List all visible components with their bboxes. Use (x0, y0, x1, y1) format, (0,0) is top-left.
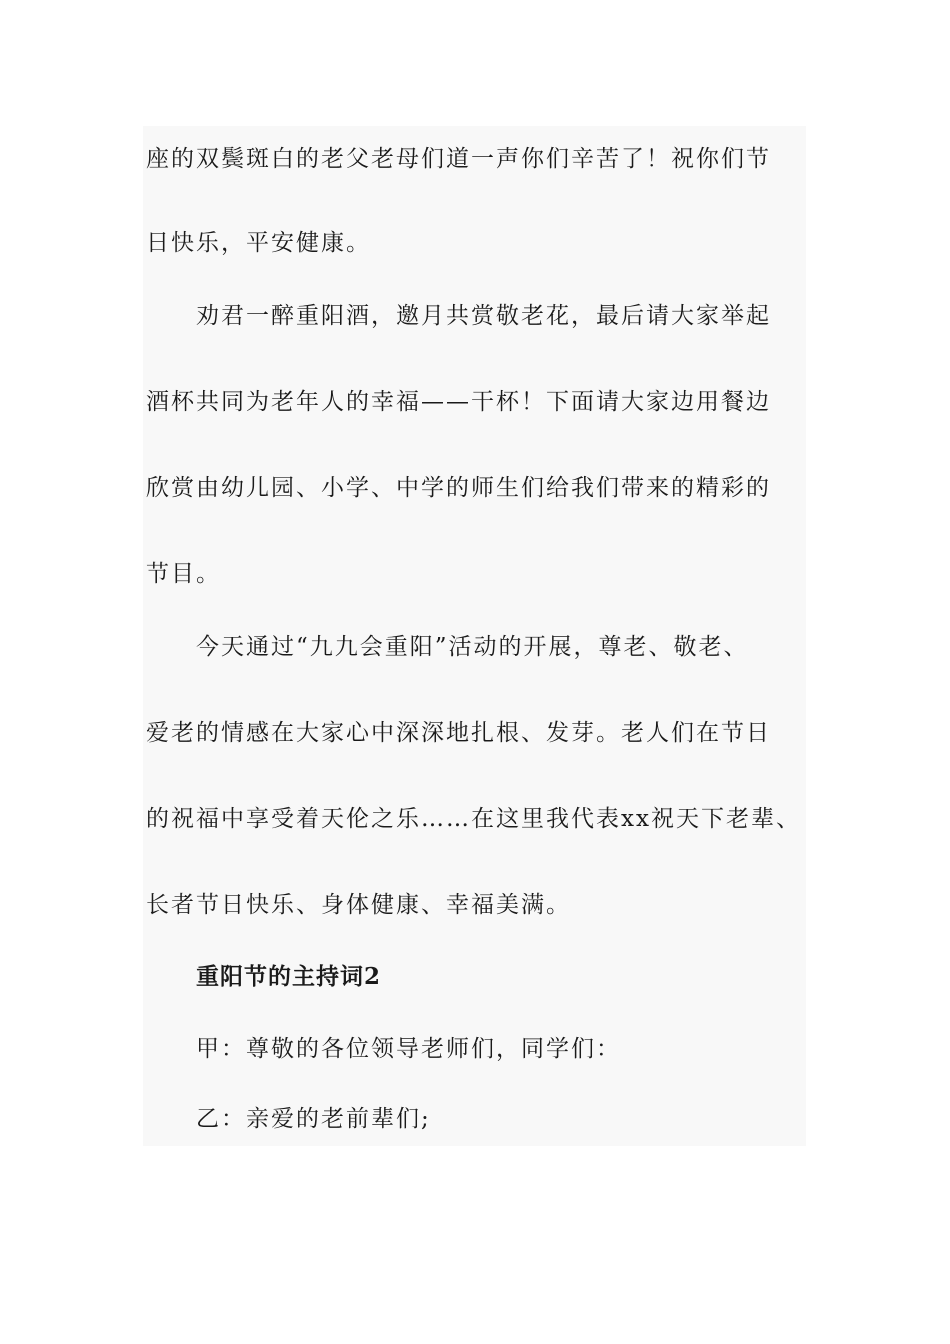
paragraph-line: 欣赏由幼儿园、小学、中学的师生们给我们带来的精彩的 (146, 475, 771, 501)
paragraph-line: 座的双鬓斑白的老父老母们道一声你们辛苦了！祝你们节 (146, 146, 771, 172)
paragraph-line: 劝君一醉重阳酒，邀月共赏敬老花，最后请大家举起 (196, 303, 771, 329)
paragraph-line: 日快乐，平安健康。 (146, 230, 371, 256)
dialogue-line: 甲：尊敬的各位领导老师们，同学们： (196, 1036, 621, 1062)
paragraph-line: 的祝福中享受着天伦之乐……在这里我代表xx祝天下老辈、 (146, 806, 801, 832)
paragraph-line: 今天通过“九九会重阳”活动的开展，尊老、敬老、 (196, 634, 749, 660)
section-heading: 重阳节的主持词2 (196, 963, 382, 990)
paragraph-line: 节目。 (146, 561, 221, 587)
paragraph-line: 长者节日快乐、身体健康、幸福美满。 (146, 892, 571, 918)
paragraph-line: 酒杯共同为老年人的幸福——干杯！下面请大家边用餐边 (146, 389, 771, 415)
paragraph-line: 爱老的情感在大家心中深深地扎根、发芽。老人们在节日 (146, 720, 771, 746)
dialogue-line: 乙：亲爱的老前辈们; (196, 1106, 431, 1132)
